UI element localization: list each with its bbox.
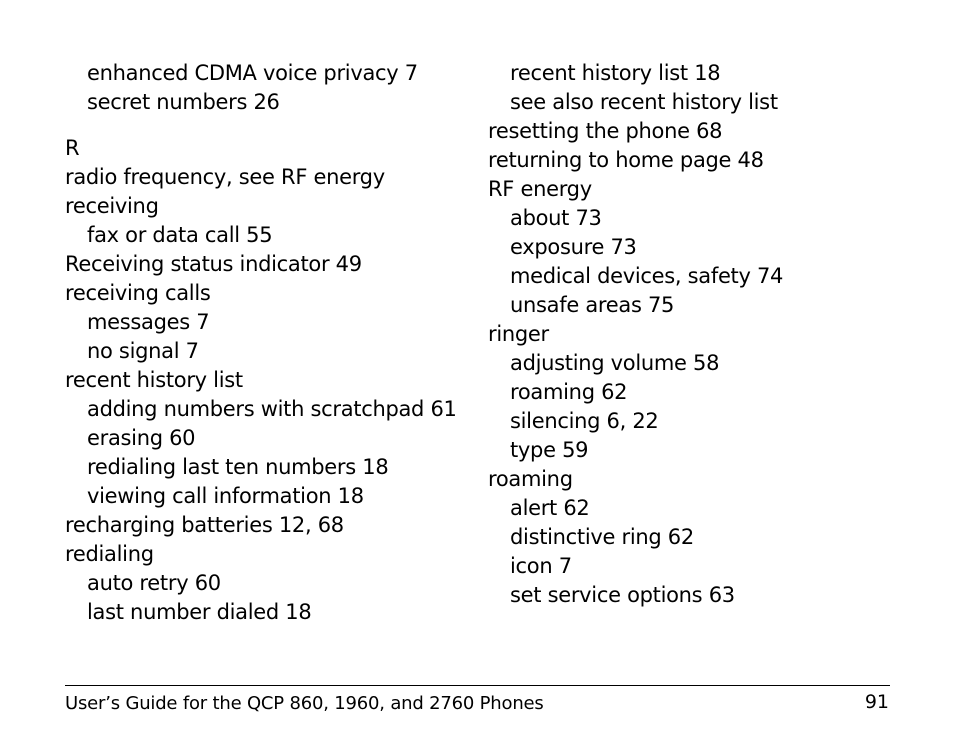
index-subentry: last number dialed 18	[87, 600, 312, 624]
index-subentry: redialing last ten numbers 18	[87, 455, 389, 479]
index-subentry: alert 62	[510, 496, 590, 520]
footer-divider	[65, 685, 890, 686]
index-subentry: viewing call information 18	[87, 484, 364, 508]
index-entry: redialing	[65, 542, 154, 566]
index-entry: resetting the phone 68	[488, 119, 723, 143]
index-entry: Receiving status indicator 49	[65, 252, 362, 276]
index-subentry: messages 7	[87, 310, 210, 334]
index-subentry: exposure 73	[510, 235, 637, 259]
index-subentry: auto retry 60	[87, 571, 221, 595]
index-subentry: erasing 60	[87, 426, 196, 450]
index-entry: receiving	[65, 194, 159, 218]
index-subentry: set service options 63	[510, 583, 735, 607]
index-subentry: roaming 62	[510, 380, 628, 404]
index-subentry: see also recent history list	[510, 90, 778, 114]
index-entry: recharging batteries 12, 68	[65, 513, 344, 537]
index-subentry: fax or data call 55	[87, 223, 273, 247]
index-entry: RF energy	[488, 177, 592, 201]
footer-title: User’s Guide for the QCP 860, 1960, and 2760 Phones	[65, 693, 544, 714]
page-number: 91	[864, 691, 889, 713]
index-entry: radio frequency, see RF energy	[65, 165, 385, 189]
index-subentry: medical devices, safety 74	[510, 264, 784, 288]
index-subentry: enhanced CDMA voice privacy 7	[87, 61, 418, 85]
index-left-column	[65, 59, 457, 627]
index-subentry: unsafe areas 75	[510, 293, 675, 317]
index-section-letter: R	[65, 136, 80, 160]
index-subentry: about 73	[510, 206, 602, 230]
index-subentry: adding numbers with scratchpad 61	[87, 397, 457, 421]
index-right-column	[488, 59, 783, 610]
index-subentry: secret numbers 26	[87, 90, 280, 114]
index-subentry: recent history list 18	[510, 61, 721, 85]
index-subentry: type 59	[510, 438, 589, 462]
index-entry: roaming	[488, 467, 573, 491]
index-subentry: no signal 7	[87, 339, 199, 363]
index-entry: receiving calls	[65, 281, 211, 305]
index-subentry: distinctive ring 62	[510, 525, 694, 549]
index-entry: recent history list	[65, 368, 243, 392]
index-subentry: adjusting volume 58	[510, 351, 720, 375]
index-subentry: silencing 6, 22	[510, 409, 659, 433]
index-subentry: icon 7	[510, 554, 572, 578]
index-entry: returning to home page 48	[488, 148, 764, 172]
index-entry: ringer	[488, 322, 549, 346]
